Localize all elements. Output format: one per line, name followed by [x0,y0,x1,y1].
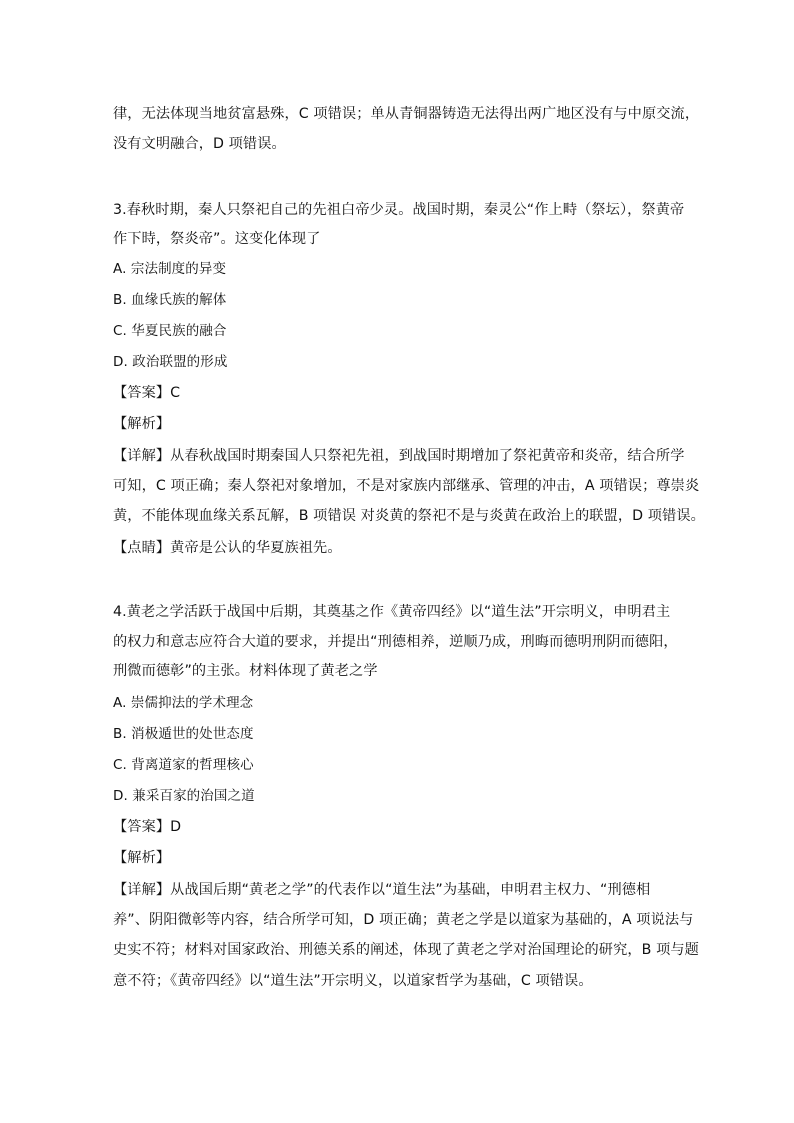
q3-analysis-label: 【解析】 [113,416,171,432]
q4-option-c: C. 背离道家的哲理核心 [113,757,254,773]
q3-stem-line-1: 3.春秋时期，秦人只祭祀自己的先祖白帝少灵。战国时期，秦灵公“作上畤（祭坛），祭黄帝 [113,202,685,218]
q3-option-a: A. 宗法制度的异变 [113,261,227,277]
intro-line-1: 律，无法体现当地贫富悬殊，C 项错误；单从青铜器铸造无法得出两广地区没有与中原交流， [113,106,700,122]
q3-option-c: C. 华夏民族的融合 [113,323,227,339]
q4-detail-line-1: 【详解】从战国后期“黄老之学”的代表作以“道生法”为基础，申明君主权力、“刑德相 [113,882,651,898]
q3-option-b: B. 血缘氏族的解体 [113,292,227,308]
intro-line-2: 没有文明融合，D 项错误。 [113,136,286,152]
q4-option-a: A. 崇儒抑法的学术理念 [113,695,254,711]
q3-detail-line-1: 【详解】从春秋战国时期秦国人只祭祀先祖，到战国时期增加了祭祀黄帝和炎帝，结合所学 [113,448,685,464]
q4-detail-line-2: 养”、阴阳微彰等内容，结合所学可知，D 项正确；黄老之学是以道家为基础的，A 项说法与 [113,912,694,928]
q3-stem-line-2: 作下時，祭炎帝”。这变化体现了 [113,231,321,247]
q3-detail-line-3: 黄，不能体现血缘关系瓦解，B 项错误 对炎黄的祭祀不是与炎黄在政治上的联盟，D 项错误。 [113,508,705,524]
q3-detail-line-2: 可知，C 项正确；秦人祭祀对象增加，不是对家族内部继承、管理的冲击，A 项错误；尊崇炎 [113,478,700,494]
q3-option-d: D. 政治联盟的形成 [113,354,228,370]
q4-option-d: D. 兼采百家的治国之道 [113,788,255,804]
q4-analysis-label: 【解析】 [113,850,171,866]
q4-answer: 【答案】D [113,819,182,835]
q4-stem-line-1: 4.黄老之学活跃于战国中后期，其奠基之作《黄帝四经》以“道生法”开宗明义，申明君主 [113,604,671,620]
q4-detail-line-3: 史实不符；材料对国家政治、刑德关系的阐述，体现了黄老之学对治国理论的研究，B 项与题 [113,942,699,958]
q4-detail-line-4: 意不符；《黄帝四经》以“道生法”开宗明义，以道家哲学为基础，C 项错误。 [113,973,593,989]
q4-stem-line-3: 刑微而德彰”的主张。材料体现了黄老之学 [113,663,378,679]
q3-tip: 【点睛】黄帝是公认的华夏族祖先。 [113,540,342,556]
q3-answer: 【答案】C [113,385,181,401]
q4-stem-line-2: 的权力和意志应符合大道的要求，并提出“刑德相养，逆顺乃成，刑晦而德明刑阴而德阳， [113,634,678,650]
q4-option-b: B. 消极遁世的处世态度 [113,726,254,742]
